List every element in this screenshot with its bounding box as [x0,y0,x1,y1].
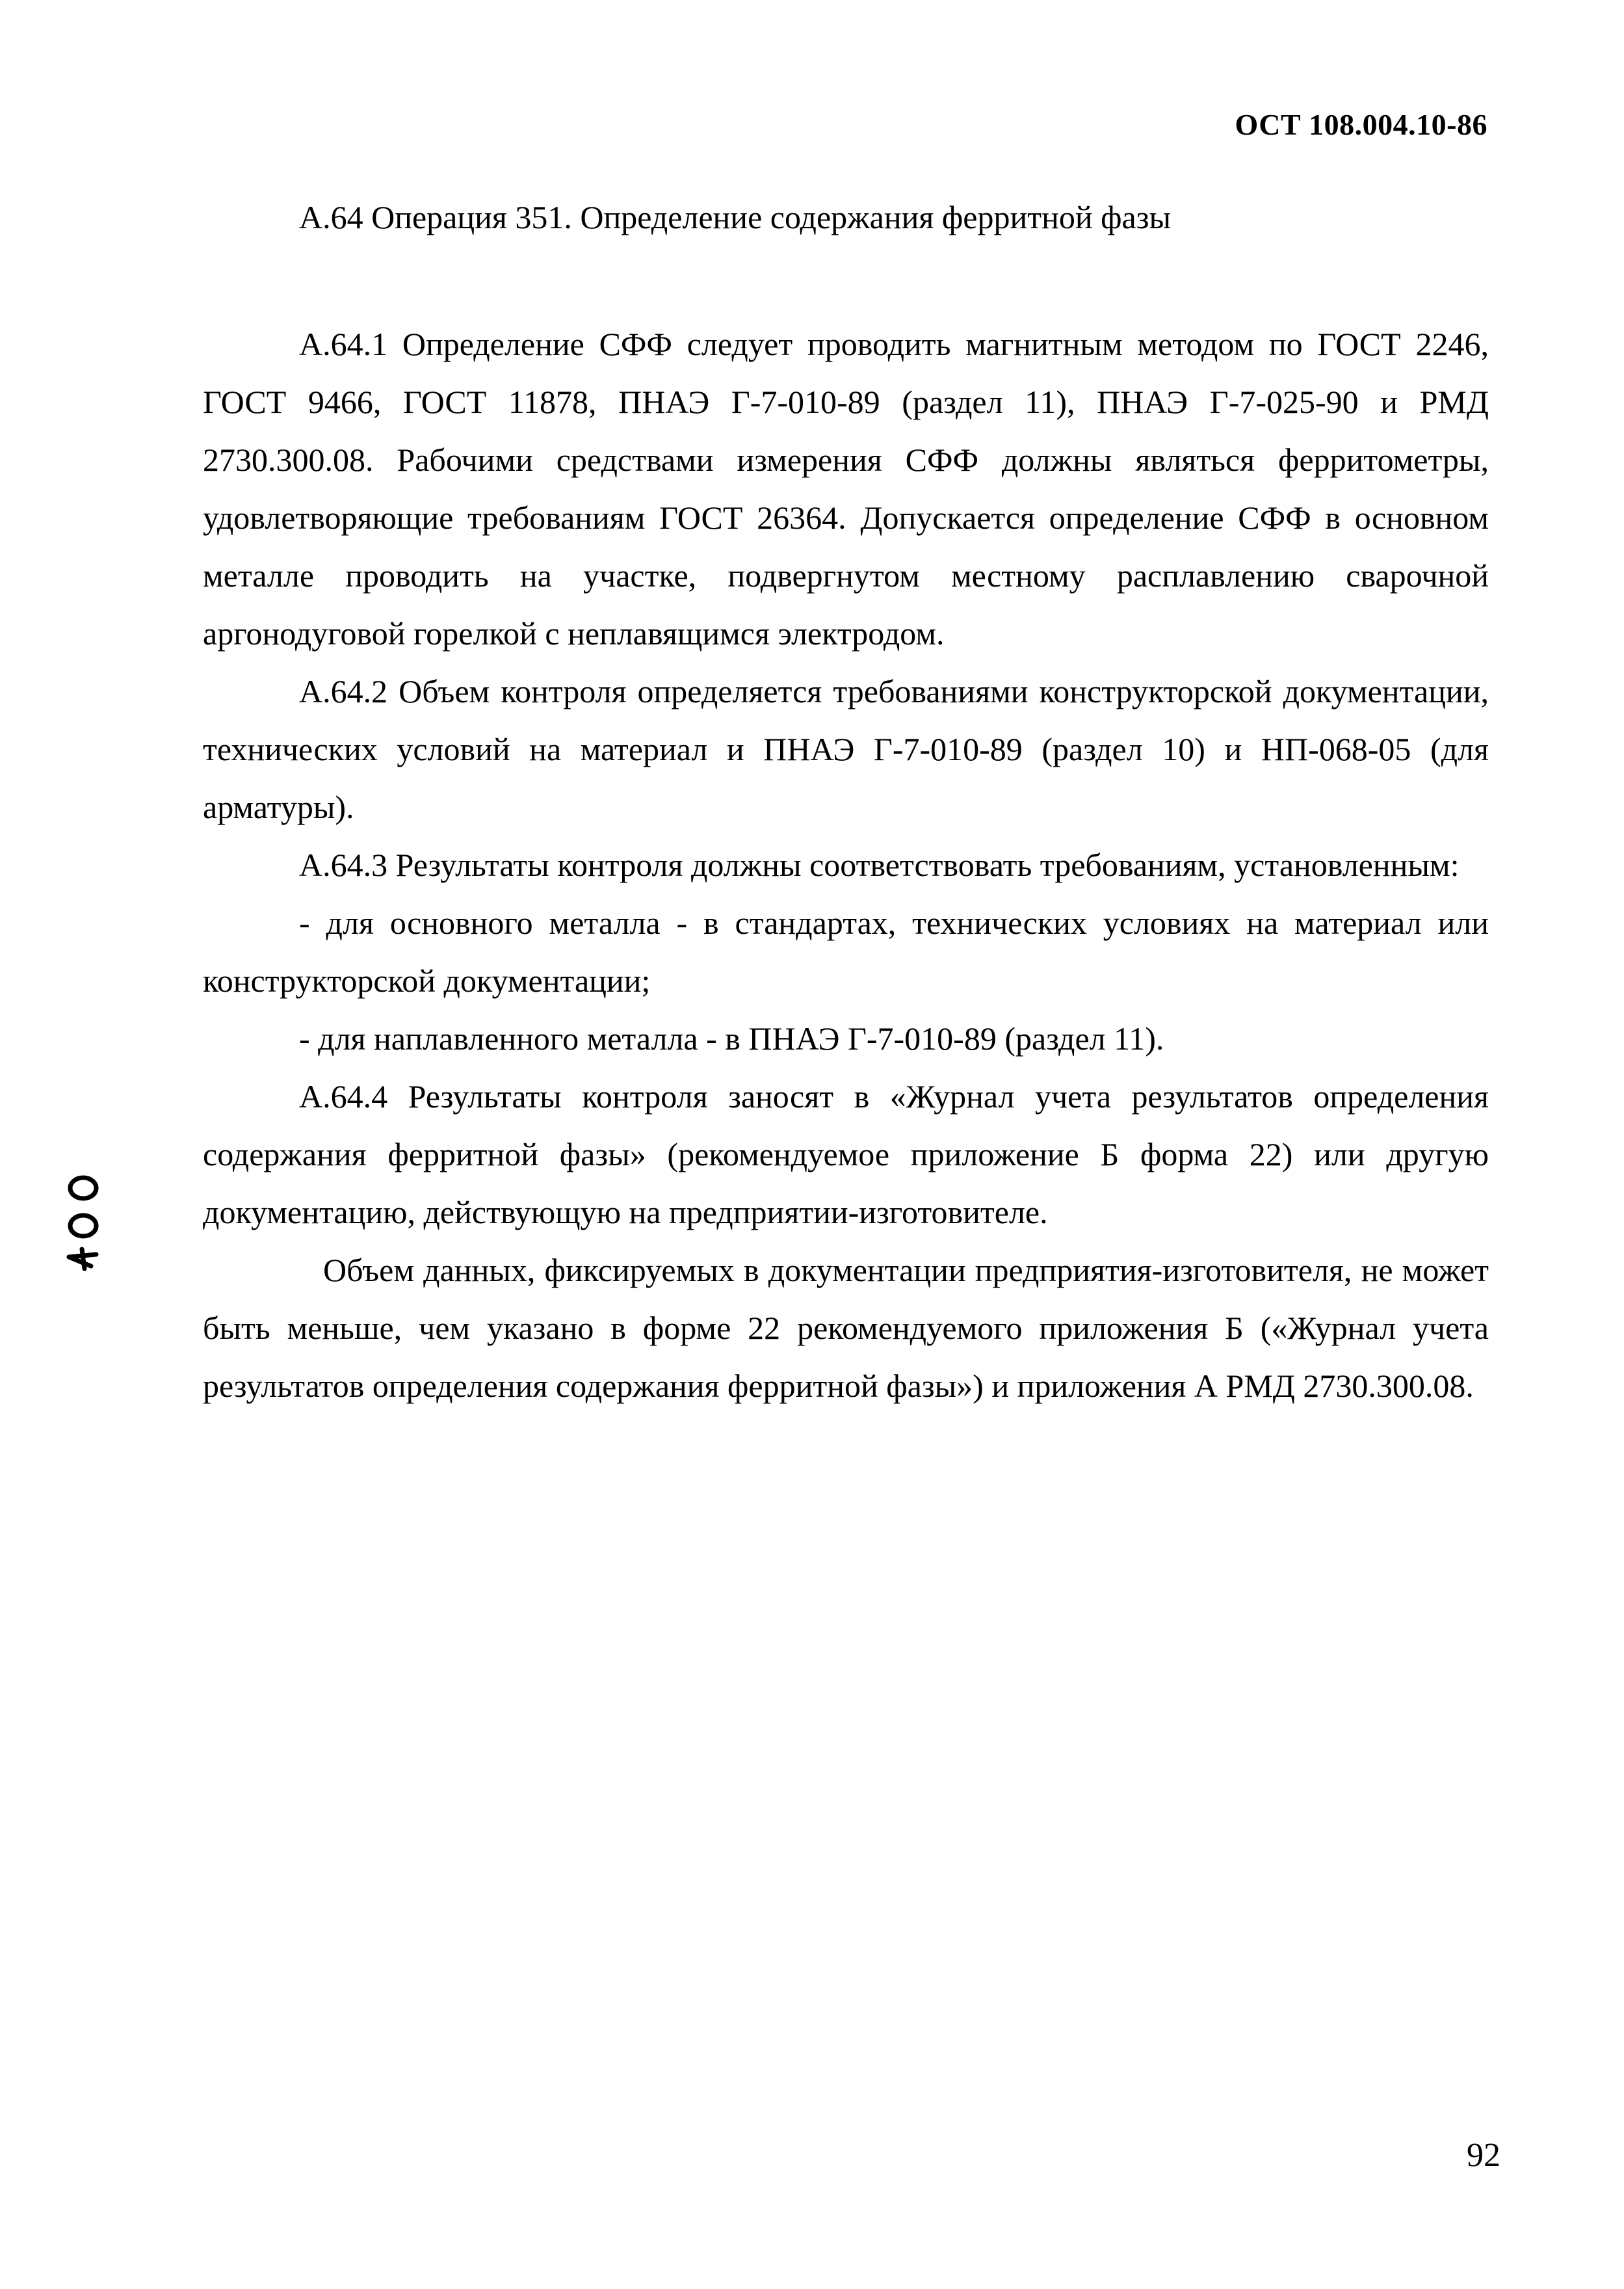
section-body [203,315,1489,1415]
paragraph-a64-4: А.64.4 Результаты контроля заносят в «Журнал учета результатов определения содержания ферритной фазы» (рекомендуемое приложение Б форма 22) или другую документацию, действующую на предприятии-изготовителе. [203,1078,1489,1230]
paragraph-a64-2: А.64.2 Объем контроля определяется требованиями конструкторской документации, технических условий на материал и ПНАЭ Г-7-010-89 (раздел 10) и НП-068-05 (для арматуры). [203,673,1489,825]
page-number: 92 [1467,2137,1500,2174]
paragraph-a64-1: А.64.1 Определение СФФ следует проводить магнитным методом по ГОСТ 2246, ГОСТ 9466, ГОСТ 11878, ПНАЭ Г-7-010-89 (раздел 11), ПНАЭ Г-7-025-90 и РМД 2730.300.08. Рабочими средствами измерения СФФ должны являться ферритометры, удовлетворяющие требованиям ГОСТ 26364. Допускается определение СФФ в основном металле проводить на участке, подвергнутом местному расплавлению сварочной аргонодуговой горелкой с неплавящимся электродом. [203,326,1489,652]
paragraph-data-volume: Объем данных, фиксируемых в документации предприятия-изготовителя, не может быть меньше, чем указано в форме 22 рекомендуемого приложения Б («Журнал учета результатов определения содержания ферритной фазы») и приложения А РМД 2730.300.08. [203,1252,1489,1404]
paragraph-a64-3: А.64.3 Результаты контроля должны соответствовать требованиям, установленным: [299,847,1460,883]
list-item-base-metal: - для основного металла - в стандартах, технических условиях на материал или конструкторской документации; [203,905,1489,999]
handwritten-number-mark [52,1164,124,1275]
section-heading: А.64 Операция 351. Определение содержания ферритной фазы [299,199,1172,235]
list-item-deposited-metal: - для наплавленного металла - в ПНАЭ Г-7-010-89 (раздел 11). [299,1020,1164,1057]
document-code: ОСТ 108.004.10-86 [1235,108,1487,141]
